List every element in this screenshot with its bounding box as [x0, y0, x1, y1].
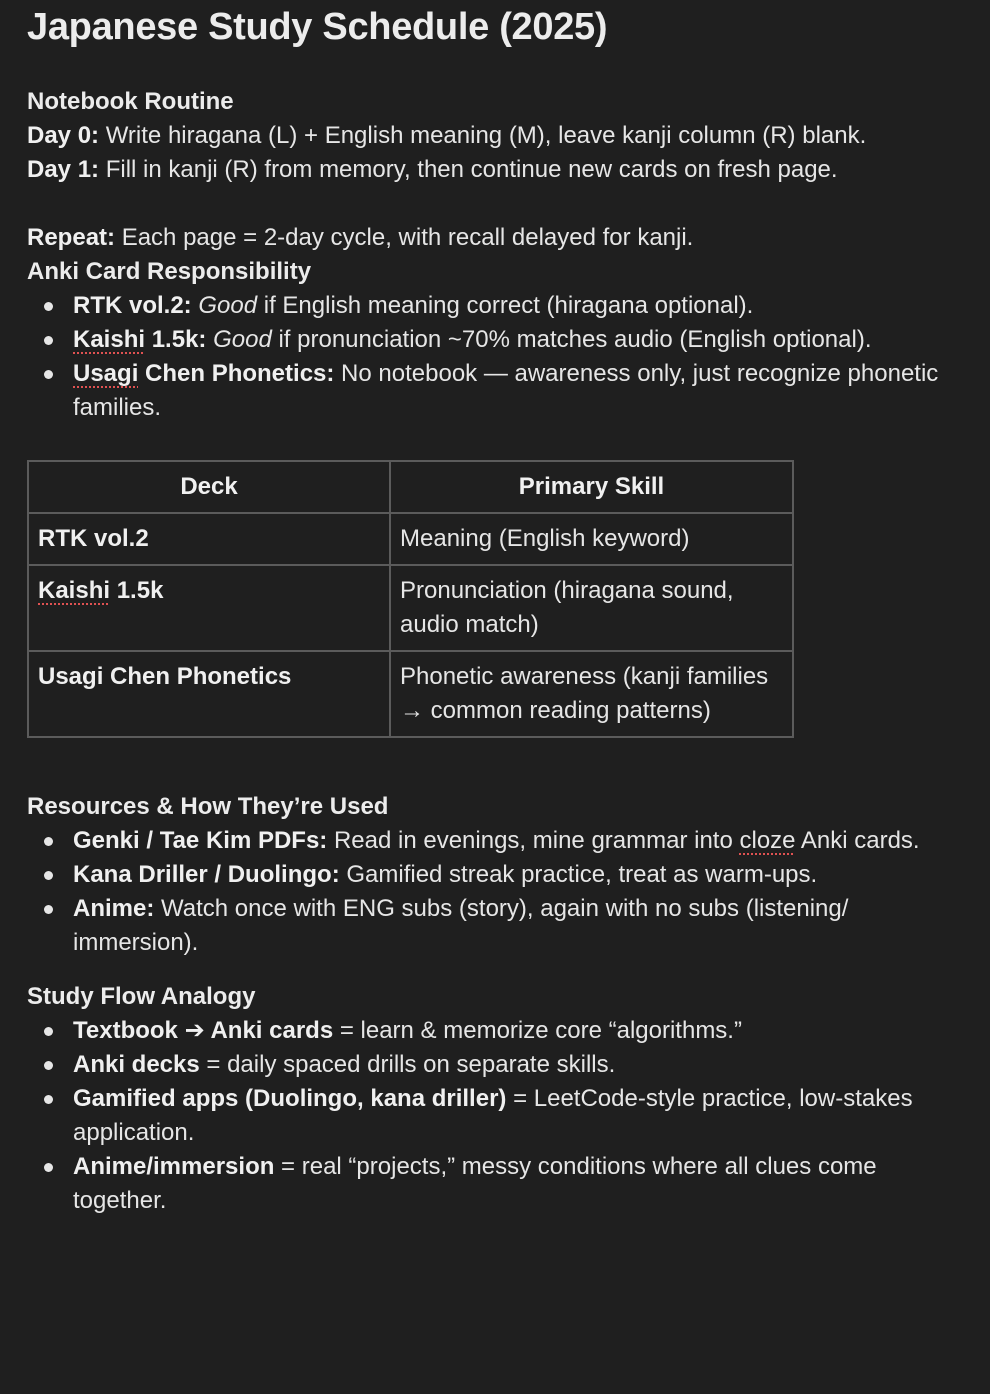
item-text: Read in evenings, mine grammar into — [327, 827, 740, 854]
header-deck: Deck — [28, 461, 390, 513]
item-text: = real “projects,” messy conditions where all clues come together. — [73, 1153, 877, 1214]
list-item — [73, 323, 964, 357]
item-label: Gamified apps (Duolingo, kana driller) — [73, 1085, 507, 1112]
item-text: Watch once with ENG subs (story), again with no subs (listening/​immersion). — [73, 895, 849, 956]
item-text: if English meaning correct (hiragana optional). — [257, 292, 754, 319]
item-text: = daily spaced drills on separate skills. — [199, 1051, 616, 1078]
item-label: Textbook ➔ Anki cards — [73, 1017, 334, 1044]
deck-cell: RTK vol.2 — [28, 513, 390, 565]
list-item — [73, 1014, 964, 1048]
table-header-row — [28, 461, 793, 513]
item-text: = learn & memorize core “algorithms.” — [333, 1017, 742, 1044]
notebook-section — [27, 85, 964, 255]
deck-cell — [28, 565, 390, 651]
item-text: = LeetCode-style practice, low-stakes application. — [73, 1085, 913, 1146]
list-item — [73, 289, 964, 323]
item-label-rest: Chen Phonetics: — [138, 360, 335, 387]
list-item — [73, 1048, 964, 1082]
notebook-heading: Notebook Routine — [27, 88, 234, 115]
list-item — [73, 1150, 964, 1218]
item-text: No notebook — awareness only, just recognize phonetic families. — [73, 360, 939, 421]
skill-cell: Phonetic awareness (kanji families → common reading patterns) — [390, 651, 793, 737]
header-primary-skill: Primary Skill — [390, 461, 793, 513]
list-item — [73, 357, 964, 425]
anki-section — [27, 255, 964, 425]
item-text: if pronunciation ~70% matches audio (English optional). — [271, 326, 872, 353]
day0-text: Write hiragana (L) + English meaning (M), leave kanji column (R) blank. — [99, 122, 867, 149]
list-item — [73, 858, 964, 892]
table-row — [28, 513, 793, 565]
repeat-label: Repeat: — [27, 224, 116, 251]
day1-text: Fill in kanji (R) from memory, then continue new cards on fresh page. — [99, 156, 838, 183]
table-row — [28, 565, 793, 651]
item-text: Gamified streak practice, treat as warm-ups. — [339, 861, 818, 888]
item-emphasis: Good — [198, 292, 258, 319]
spellcheck-word: Kaishi — [73, 326, 146, 353]
page-title: Japanese Study Schedule (2025) — [27, 6, 608, 48]
item-emphasis: Good — [213, 326, 272, 353]
item-label — [73, 360, 334, 387]
item-label: Kana Driller / Duolingo: — [73, 861, 340, 888]
item-label-rest: 1.5k: — [145, 326, 207, 353]
item-label — [73, 326, 206, 353]
spellcheck-word: Usagi — [73, 360, 139, 387]
item-label: Anime/immersion — [73, 1153, 275, 1180]
deck-skill-table — [27, 460, 794, 738]
day0-label: Day 0: — [27, 122, 100, 149]
anki-heading: Anki Card Responsibility — [27, 258, 312, 285]
deck-cell: Usagi Chen Phonetics — [28, 651, 390, 737]
list-item — [73, 1082, 964, 1150]
anki-list — [27, 289, 964, 425]
spellcheck-word: cloze — [739, 827, 796, 854]
deck-cell-rest: 1.5k — [110, 577, 164, 604]
item-label: Anime: — [73, 895, 155, 922]
skill-cell: Pronunciation (hiragana sound, audio match) — [390, 565, 793, 651]
list-item — [73, 892, 964, 960]
resources-heading: Resources & How They’re Used — [27, 793, 389, 820]
day1-label: Day 1: — [27, 156, 100, 183]
item-text-end: Anki cards. — [795, 827, 920, 854]
repeat-line — [27, 221, 964, 255]
flow-section — [27, 980, 964, 1218]
flow-list — [27, 1014, 964, 1218]
day1-line — [27, 153, 964, 187]
resources-section — [27, 790, 964, 960]
day0-line — [27, 119, 964, 153]
resources-list — [27, 824, 964, 960]
spellcheck-word: Kaishi — [38, 577, 111, 604]
item-label: RTK vol.2: — [73, 292, 192, 319]
item-label: Genki / Tae Kim PDFs: — [73, 827, 328, 854]
repeat-text: Each page = 2-day cycle, with recall delayed for kanji. — [115, 224, 694, 251]
flow-heading: Study Flow Analogy — [27, 983, 256, 1010]
list-item — [73, 824, 964, 858]
item-label: Anki decks — [73, 1051, 200, 1078]
table-row — [28, 651, 793, 737]
skill-cell: Meaning (English keyword) — [390, 513, 793, 565]
